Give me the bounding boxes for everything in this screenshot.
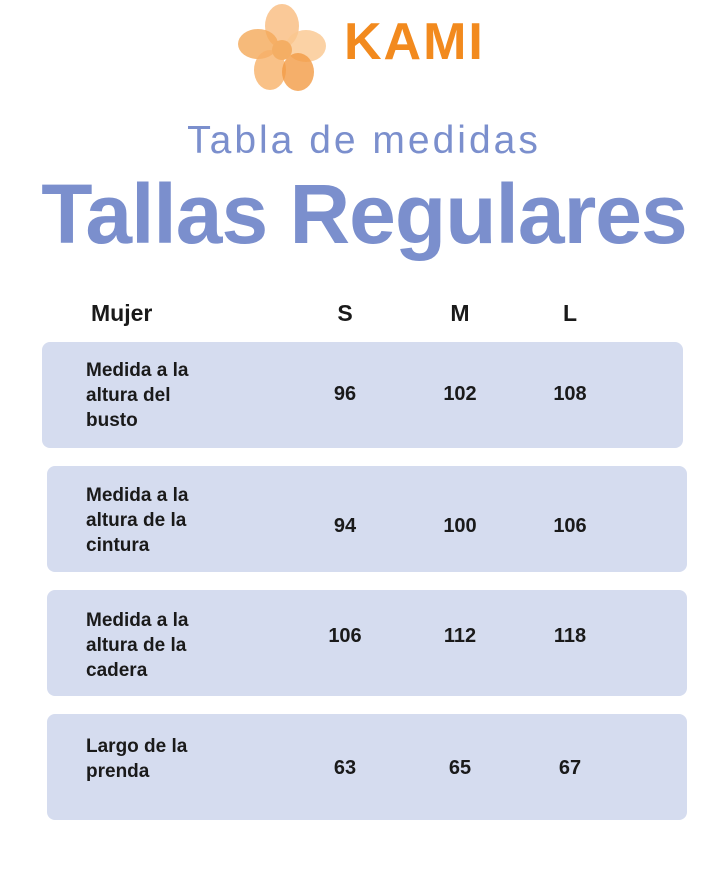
cell-s: 94 — [333, 515, 357, 537]
size-header-s: S — [337, 300, 353, 326]
flower-icon — [236, 4, 328, 94]
cell-m: 112 — [443, 625, 477, 647]
row-label: Medida a la altura de la cintura — [86, 485, 189, 556]
table-row — [47, 466, 687, 572]
cell-l: 108 — [553, 383, 587, 405]
cell-m: 102 — [443, 383, 477, 405]
header-label: Mujer — [91, 300, 153, 326]
cell-s: 106 — [328, 625, 362, 647]
row-label: Largo de la prenda — [86, 736, 188, 782]
brand-name: KAMI — [344, 13, 485, 71]
row-label: Medida a la altura de la cadera — [86, 610, 189, 681]
page-title: Tallas Regulares — [41, 167, 687, 261]
table-row — [47, 714, 687, 820]
size-header-l: L — [562, 300, 578, 326]
table-row — [47, 590, 687, 696]
cell-l: 106 — [553, 515, 587, 537]
table-row — [42, 342, 683, 448]
cell-m: 100 — [443, 515, 477, 537]
page-subtitle: Tabla de medidas — [187, 119, 541, 162]
table-header — [0, 296, 722, 332]
cell-l: 118 — [553, 625, 587, 647]
cell-l: 67 — [558, 757, 582, 779]
brand-logo — [236, 4, 496, 94]
cell-m: 65 — [448, 757, 472, 779]
size-header-m: M — [450, 300, 470, 326]
cell-s: 63 — [333, 757, 357, 779]
row-label: Medida a la altura del busto — [86, 360, 189, 431]
cell-s: 96 — [333, 383, 357, 405]
